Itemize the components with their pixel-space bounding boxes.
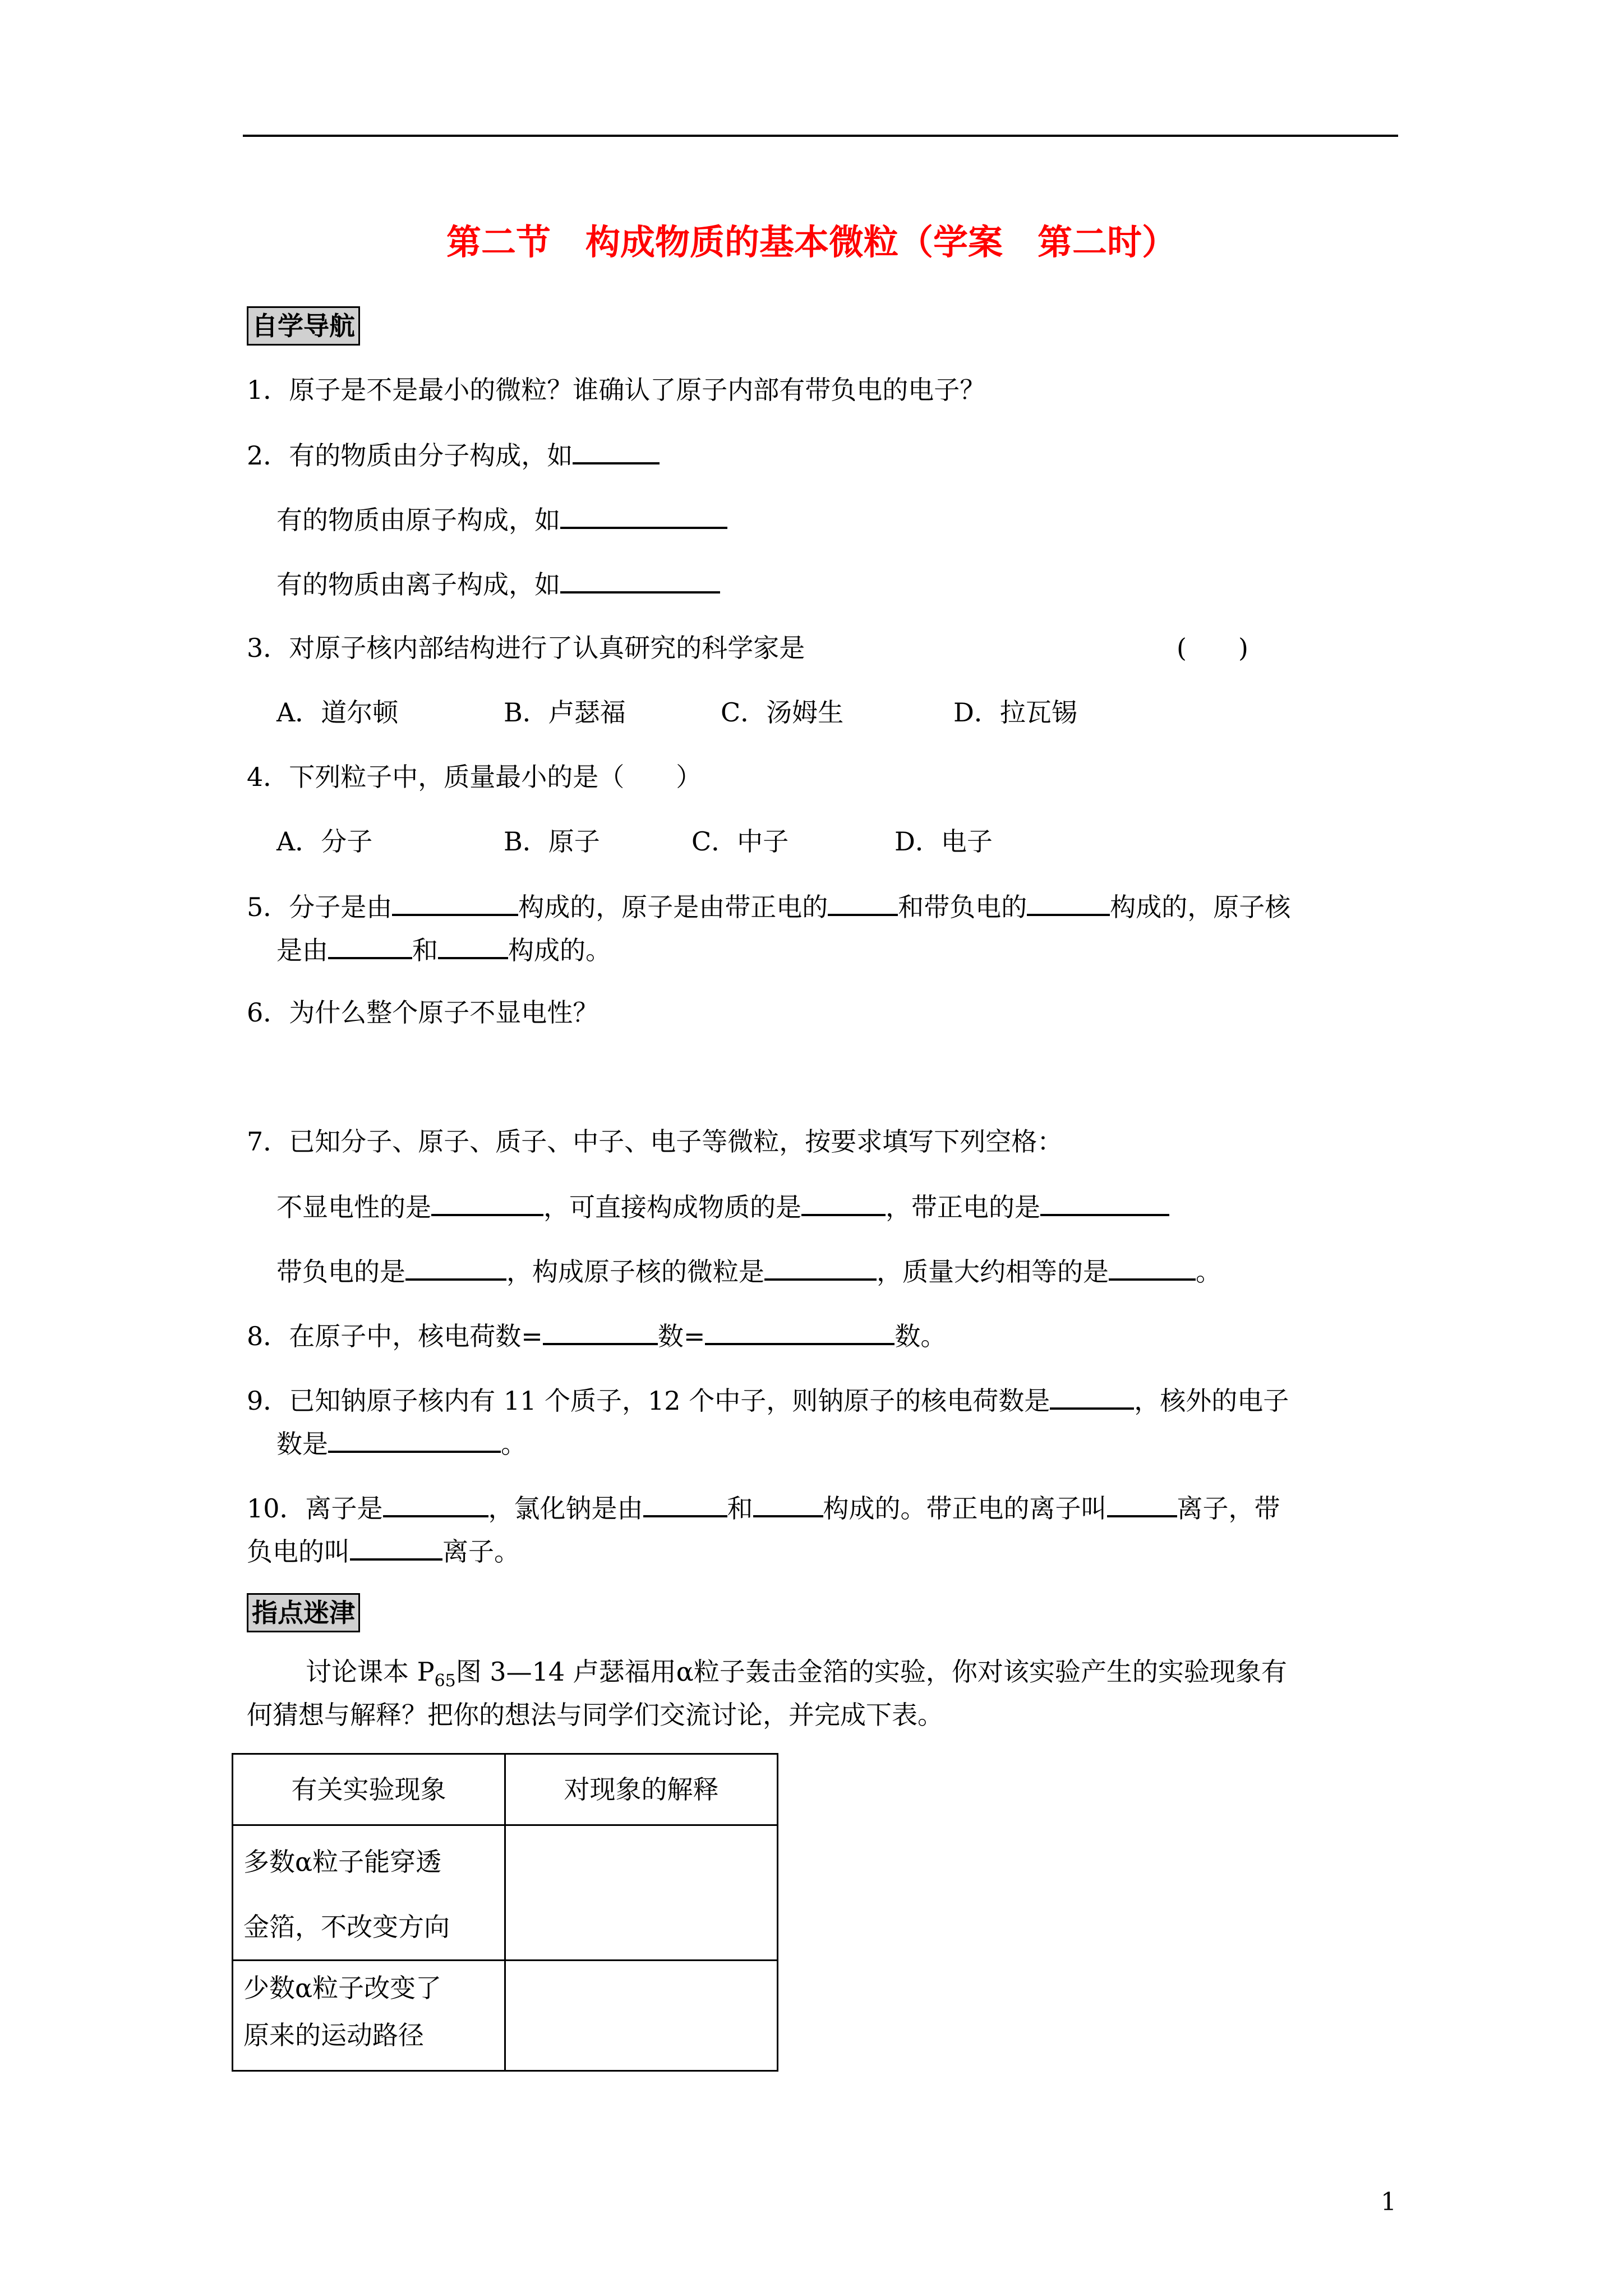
question-4-option-a: A．分子 [276, 826, 373, 857]
q5-text: 是由 [276, 935, 328, 965]
answer-blank[interactable] [1107, 1490, 1177, 1517]
question-2c [276, 567, 720, 601]
question-2b-text: 有的物质由原子构成，如 [276, 505, 560, 535]
table-row [233, 1825, 778, 1961]
phenomenon-line: 多数α粒子能穿透 [243, 1847, 442, 1877]
question-7-line-a [276, 1189, 1169, 1224]
q7-text: 。 [1196, 1257, 1221, 1287]
q7-text: ，质量大约相等的是 [877, 1257, 1109, 1287]
q10-text: 和 [727, 1493, 753, 1524]
phenomenon-line: 金箔，不改变方向 [243, 1912, 450, 1942]
answer-blank[interactable] [753, 1490, 823, 1517]
answer-blank[interactable] [560, 567, 720, 593]
answer-blank[interactable] [328, 1426, 501, 1453]
question-3-answer-paren: ( ) [1177, 633, 1248, 663]
table-row [233, 1961, 778, 2071]
q7-text: 不显电性的是 [276, 1192, 431, 1222]
answer-blank[interactable] [383, 1490, 488, 1517]
question-2b [276, 502, 727, 537]
experiment-table [232, 1753, 778, 2072]
answer-blank[interactable] [705, 1318, 895, 1345]
question-7-line-b [276, 1254, 1221, 1289]
question-9-line-2 [276, 1426, 527, 1461]
question-10-line-1 [247, 1490, 1280, 1525]
q10-text: ，氯化钠是由 [488, 1493, 643, 1524]
discussion-text: 图 3—14 卢瑟福用α粒子轰击金箔的实验，你对该实验产生的实验现象有 [455, 1657, 1287, 1687]
q9-text: 数是 [276, 1429, 328, 1459]
answer-blank[interactable] [828, 889, 898, 916]
q8-text: 数。 [895, 1321, 947, 1351]
answer-blank[interactable] [1050, 1383, 1134, 1410]
page-title: 第二节 构成物质的基本微粒（学案 第二时） [446, 222, 1177, 263]
table-header-row [233, 1754, 778, 1825]
answer-blank[interactable] [431, 1189, 543, 1216]
phenomenon-line: 原来的运动路径 [243, 2020, 424, 2050]
question-2c-text: 有的物质由离子构成，如 [276, 569, 560, 600]
question-10-line-2 [247, 1534, 520, 1568]
section-heading-self-study: 自学导航 [247, 306, 360, 346]
q9-text: ，核外的电子 [1134, 1386, 1289, 1416]
q10-text: 离子，带 [1177, 1493, 1280, 1524]
page-number: 1 [1381, 2188, 1396, 2216]
question-2a-text: 2．有的物质由分子构成，如 [247, 440, 573, 471]
q7-text: ，可直接构成物质的是 [543, 1192, 801, 1222]
q7-text: 带负电的是 [276, 1257, 405, 1287]
q10-text: 10．离子是 [247, 1493, 383, 1524]
answer-blank[interactable] [1040, 1189, 1169, 1216]
q7-text: ，构成原子核的微粒是 [506, 1257, 764, 1287]
answer-blank[interactable] [405, 1254, 506, 1281]
question-2a [247, 438, 660, 472]
q9-text: 。 [501, 1429, 527, 1459]
question-3-option-d: D．拉瓦锡 [953, 697, 1077, 728]
q5-text: 5．分子是由 [247, 892, 393, 922]
answer-blank[interactable] [764, 1254, 877, 1281]
phenomenon-line: 少数α粒子改变了 [243, 1973, 442, 2003]
answer-blank[interactable] [1027, 889, 1110, 916]
question-3-option-a: A．道尔顿 [276, 697, 399, 728]
question-1: 1．原子是不是最小的微粒？谁确认了原子内部有带负电的电子？ [247, 375, 986, 405]
q5-text: 构成的，原子是由带正电的 [518, 892, 828, 922]
q7-text: ，带正电的是 [886, 1192, 1040, 1222]
discussion-line-1 [306, 1655, 1287, 1698]
question-8 [247, 1318, 946, 1353]
table-cell-phenomenon [233, 1825, 505, 1961]
question-4-option-d: D．电子 [895, 826, 993, 857]
question-5-line-1 [247, 889, 1290, 924]
question-3: 3．对原子核内部结构进行了认真研究的科学家是 [247, 633, 805, 663]
question-5-line-2 [276, 932, 611, 967]
answer-blank[interactable] [438, 932, 508, 959]
answer-blank[interactable] [1109, 1254, 1196, 1281]
q9-text: 9．已知钠原子核内有 11 个质子，12 个中子，则钠原子的核电荷数是 [247, 1386, 1050, 1416]
question-3-option-c: C．汤姆生 [721, 697, 844, 728]
question-6: 6．为什么整个原子不显电性？ [247, 997, 599, 1028]
table-cell-phenomenon [233, 1961, 505, 2071]
q8-text: 数= [657, 1321, 706, 1351]
q5-text: 构成的。 [508, 935, 611, 965]
answer-blank[interactable] [643, 1490, 727, 1517]
page-ref-subscript: 65 [434, 1671, 456, 1691]
question-7: 7．已知分子、原子、质子、中子、电子等微粒，按要求填写下列空格： [247, 1126, 1063, 1157]
discussion-text: 讨论课本 P [306, 1657, 435, 1687]
question-4-option-c: C．中子 [691, 826, 789, 857]
q8-text: 8．在原子中，核电荷数= [247, 1321, 543, 1351]
section-heading-guidance: 指点迷津 [247, 1593, 360, 1632]
table-header: 有关实验现象 [233, 1754, 505, 1825]
question-3-option-b: B．卢瑟福 [504, 697, 626, 728]
q10-text: 离子。 [442, 1536, 520, 1567]
question-4: 4．下列粒子中，质量最小的是（ ） [247, 762, 702, 792]
answer-blank[interactable] [392, 889, 518, 916]
q10-text: 构成的。带正电的离子叫 [823, 1493, 1107, 1524]
header-rule [243, 135, 1398, 137]
q5-text: 和带负电的 [898, 892, 1027, 922]
table-cell-explanation[interactable] [505, 1961, 778, 2071]
answer-blank[interactable] [801, 1189, 886, 1216]
answer-blank[interactable] [543, 1318, 658, 1345]
q10-text: 负电的叫 [247, 1536, 350, 1567]
table-cell-explanation[interactable] [505, 1825, 778, 1961]
q5-text: 构成的，原子核 [1110, 892, 1291, 922]
table-header: 对现象的解释 [505, 1754, 778, 1825]
answer-blank[interactable] [560, 502, 727, 529]
question-9-line-1 [247, 1383, 1289, 1418]
q5-text: 和 [412, 935, 438, 965]
answer-blank[interactable] [350, 1534, 442, 1561]
answer-blank[interactable] [573, 438, 660, 464]
question-4-option-b: B．原子 [504, 826, 600, 857]
answer-blank[interactable] [328, 932, 412, 959]
discussion-line-2: 何猜想与解释？把你的想法与同学们交流讨论，并完成下表。 [247, 1700, 943, 1730]
